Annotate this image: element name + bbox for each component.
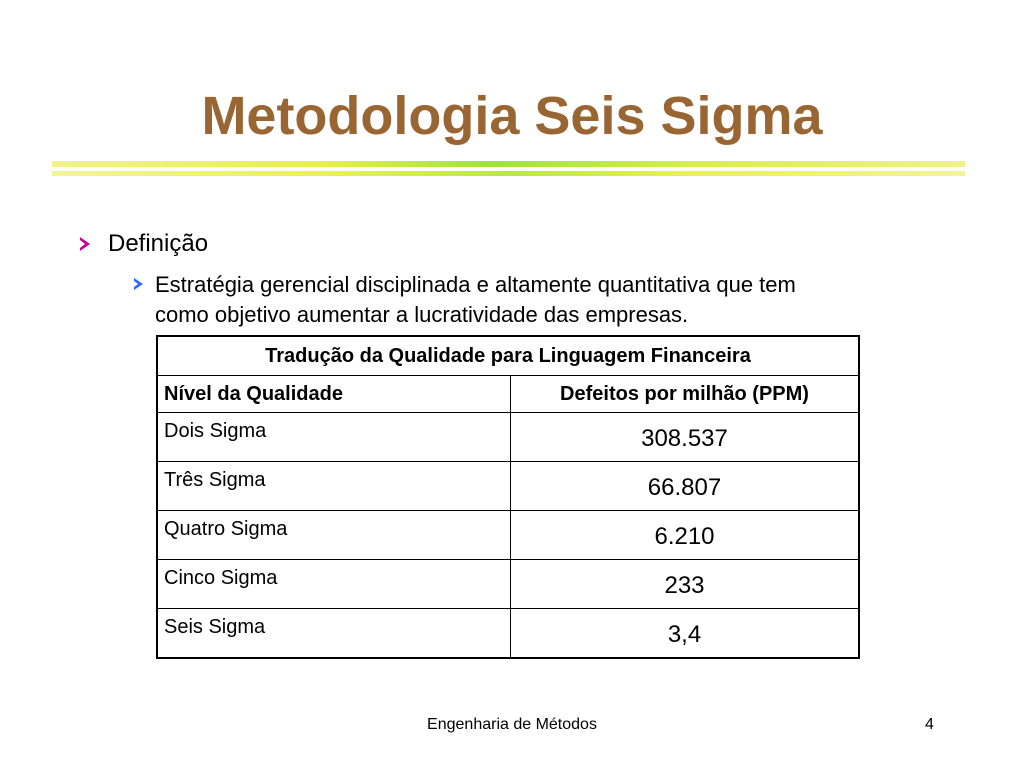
table-caption: Tradução da Qualidade para Linguagem Financeira	[157, 336, 859, 376]
quality-level-cell: Três Sigma	[157, 462, 511, 511]
bullet-level2-text	[155, 270, 796, 330]
title-divider-lower	[52, 171, 965, 176]
table-row	[157, 560, 859, 609]
ppm-cell: 6.210	[511, 511, 860, 560]
bullet-level2	[134, 270, 924, 330]
footer-course-title: Engenharia de Métodos	[427, 716, 597, 733]
column-header-level: Nível da Qualidade	[157, 376, 511, 413]
quality-level-cell: Dois Sigma	[157, 413, 511, 462]
table-row	[157, 609, 859, 659]
ppm-cell: 233	[511, 560, 860, 609]
ppm-cell: 66.807	[511, 462, 860, 511]
table-row	[157, 413, 859, 462]
arrow-bullet-icon	[134, 278, 143, 290]
quality-table	[156, 335, 860, 659]
bullet-level2-line1: Estratégia gerencial disciplinada e altamente quantitativa que tem	[155, 272, 796, 297]
table-row	[157, 462, 859, 511]
arrow-bullet-icon	[80, 237, 90, 251]
table-row	[157, 511, 859, 560]
bullet-level1-text: Definição	[108, 230, 209, 257]
quality-level-cell: Seis Sigma	[157, 609, 511, 659]
bullet-level1	[80, 230, 208, 258]
quality-level-cell: Cinco Sigma	[157, 560, 511, 609]
slide-title: Metodologia Seis Sigma	[201, 86, 823, 146]
ppm-cell: 308.537	[511, 413, 860, 462]
bullet-level2-line2: como objetivo aumentar a lucratividade das empresas.	[155, 302, 689, 327]
page-number: 4	[925, 716, 934, 733]
title-divider-upper	[52, 161, 965, 167]
ppm-cell: 3,4	[511, 609, 860, 659]
column-header-ppm: Defeitos por milhão (PPM)	[511, 376, 860, 413]
quality-level-cell: Quatro Sigma	[157, 511, 511, 560]
